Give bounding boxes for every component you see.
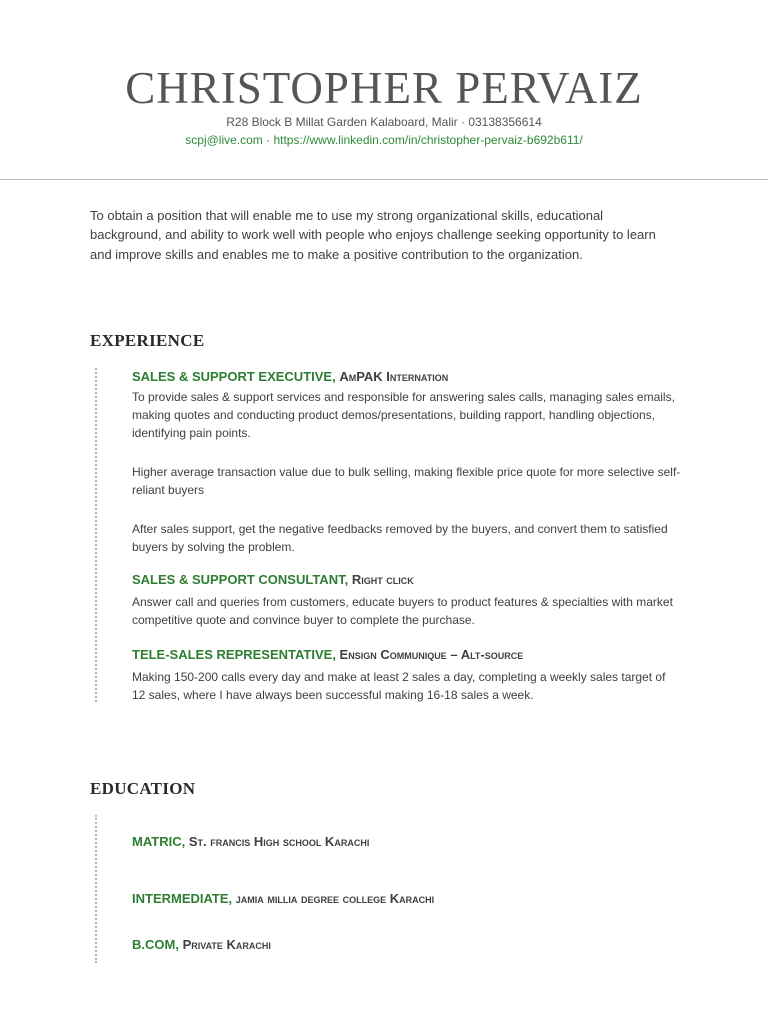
- job-title-1: [132, 368, 448, 386]
- job-title-2: [132, 571, 414, 589]
- experience-dotted-rule: [95, 368, 97, 702]
- school-name: Private Karachi: [182, 937, 271, 952]
- contact-address: R28 Block B Millat Garden Kalaboard, Malir · 03138356614: [226, 115, 542, 129]
- job-role: TELE-SALES REPRESENTATIVE,: [132, 647, 340, 662]
- job-description: Making 150-200 calls every day and make at least 2 sales a day, completing a weekly sales target of 12 sales, where I have always been successful making 16-18 sales a week.: [132, 670, 666, 702]
- job-company: Right click: [351, 572, 414, 587]
- contact-separator: ·: [262, 133, 274, 147]
- school-name: jamia millia degree college Karachi: [235, 891, 435, 906]
- linkedin-link[interactable]: https://www.linkedin.com/in/christopher-pervaiz-b692b611/: [273, 133, 583, 147]
- school-name: St. francis High school Karachi: [188, 834, 370, 849]
- degree-name: MATRIC,: [132, 834, 189, 849]
- degree-name: B.COM,: [132, 937, 183, 952]
- resume-name: CHRISTOPHER PERVAIZ: [125, 63, 643, 113]
- objective-statement: To obtain a position that will enable me to use my strong organizational skills, educational background, and ability to work well with people who enjoys challenge seeking opportunity to learn and improve skills and enables me to make a positive contribution to the organization.: [90, 208, 656, 262]
- education-heading: EDUCATION: [90, 779, 196, 798]
- job-description: After sales support, get the negative feedbacks removed by the buyers, and convert them to satisfied buyers by solving the problem.: [132, 522, 668, 554]
- job-description: Higher average transaction value due to bulk selling, making flexible price quote for more selective self-reliant buyers: [132, 465, 681, 497]
- education-item: [132, 890, 434, 908]
- degree-name: INTERMEDIATE,: [132, 891, 236, 906]
- education-dotted-rule: [95, 815, 97, 963]
- experience-heading: EXPERIENCE: [90, 331, 205, 350]
- job-company: Ensign Communique – Alt-source: [339, 647, 524, 662]
- job-role: SALES & SUPPORT CONSULTANT,: [132, 572, 352, 587]
- education-item: [132, 833, 369, 851]
- header-divider: [0, 179, 768, 180]
- job-description: Answer call and queries from customers, educate buyers to product features & specialties with market competitive quote and convince buyer to complete the purchase.: [132, 595, 673, 627]
- job-title-3: [132, 646, 523, 664]
- job-role: SALES & SUPPORT EXECUTIVE,: [132, 369, 340, 384]
- email-link[interactable]: scpj@live.com: [185, 133, 263, 147]
- job-company: AmPAK Internation: [339, 369, 449, 384]
- contact-links: [0, 132, 768, 148]
- job-description: To provide sales & support services and responsible for answering sales calls, managing sales emails, making quotes and conducting product demos/presentations, building rapport, handling objections, identifying pain points.: [132, 390, 675, 440]
- education-item: [132, 936, 271, 954]
